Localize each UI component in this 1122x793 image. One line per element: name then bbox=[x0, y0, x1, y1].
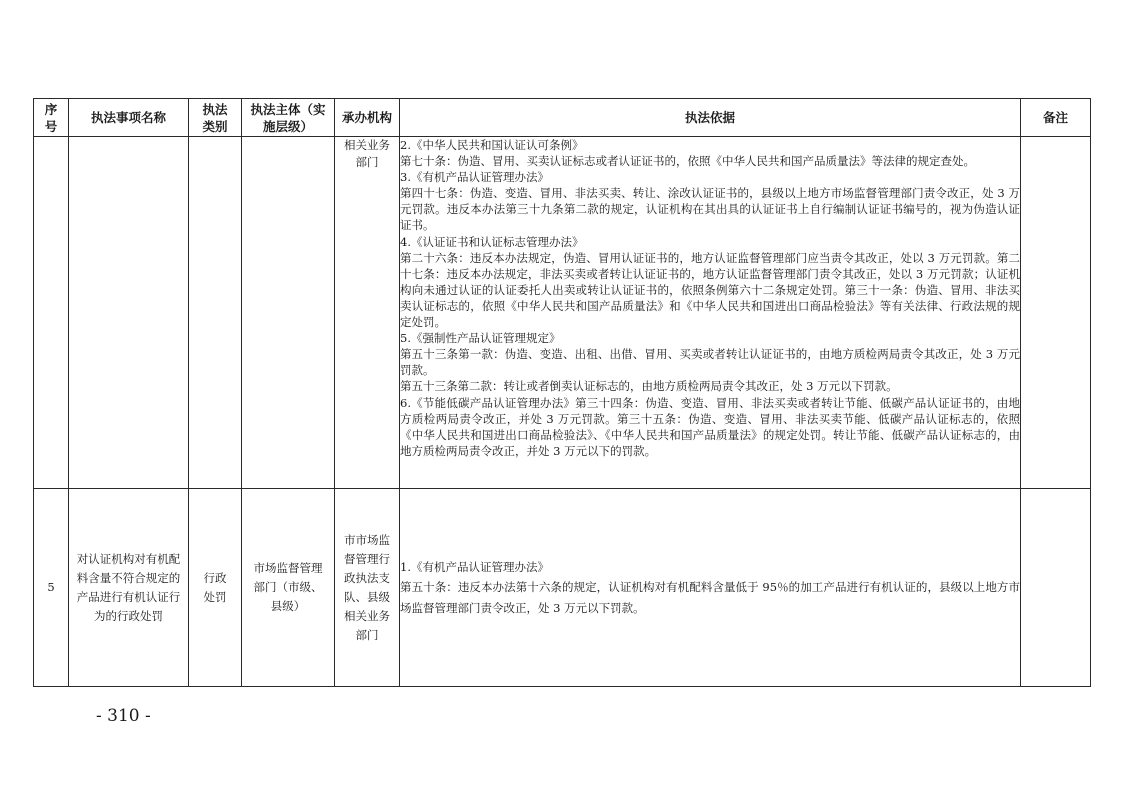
header-subject: 执法主体（实施层级） bbox=[242, 99, 335, 137]
basis-paragraph: 第五十三条第二款：转让或者倒卖认证标志的，由地方质检两局责令其改正，处 3 万元以下罚款。 bbox=[400, 379, 898, 394]
header-item: 执法事项名称 bbox=[69, 99, 189, 137]
basis-paragraph: 第七十条：伪造、冒用、买卖认证标志或者认证证书的，依照《中华人民共和国产品质量法》等法律的规定查处。 bbox=[400, 154, 975, 169]
header-row bbox=[34, 99, 1091, 137]
cell-basis bbox=[400, 137, 1021, 489]
table-row bbox=[34, 137, 1091, 489]
page-number: - 310 - bbox=[96, 706, 151, 726]
cell-remark bbox=[1021, 137, 1091, 489]
basis-paragraph: 3.《有机产品认证管理办法》 bbox=[400, 170, 549, 185]
enforcement-table bbox=[33, 98, 1091, 687]
header-category: 执法类别 bbox=[189, 99, 242, 137]
header-agency: 承办机构 bbox=[335, 99, 400, 137]
table-row bbox=[34, 489, 1091, 687]
cell-item: 对认证机构对有机配料含量不符合规定的产品进行有机认证行为的行政处罚 bbox=[69, 489, 189, 687]
basis-paragraph: 6.《节能低碳产品认证管理办法》第三十四条：伪造、变造、冒用、非法买卖或者转让节能、低碳产品认证证书的，由地方质检两局责令改正，并处 3 万元罚款。第三十五条：伪造、变造、冒用、非法买卖节能、低碳产品认证标志的，依照《中华人民共和国进出口商品检验法》、《中华人民共和国产品质量法》的规定处罚。转让节能、低碳产品认证标志的，由地方质检两局责令改正，并处 3 万元以下的罚款。 bbox=[400, 395, 1020, 458]
cell-subject: 市场监督管理部门（市级、县级） bbox=[242, 489, 335, 687]
basis-paragraph: 第四十七条：伪造、变造、冒用、非法买卖、转让、涂改认证证书的，县级以上地方市场监督管理部门责令改正，处 3 万元罚款。违反本办法第三十九条第二款的规定，认证机构在其出具的认证证书上自行编制认证证书编号的，视为伪造认证证书。 bbox=[400, 186, 1020, 233]
header-remark: 备注 bbox=[1021, 99, 1091, 137]
header-seq: 序号 bbox=[34, 99, 69, 137]
basis-paragraph: 2.《中华人民共和国认证认可条例》 bbox=[400, 138, 584, 152]
cell-subject bbox=[242, 137, 335, 489]
cell-seq bbox=[34, 137, 69, 489]
cell-category: 行政处罚 bbox=[189, 489, 242, 687]
cell-agency: 相关业务部门 bbox=[335, 137, 400, 489]
cell-remark bbox=[1021, 489, 1091, 687]
cell-category bbox=[189, 137, 242, 489]
basis-paragraph: 第五十三条第一款：伪造、变造、出租、出借、冒用、买卖或者转让认证证书的，由地方质检两局责令其改正，处 3 万元罚款。 bbox=[400, 347, 1020, 378]
basis-paragraph: 1.《有机产品认证管理办法》 bbox=[400, 559, 549, 574]
basis-paragraph: 第二十六条：违反本办法规定，伪造、冒用认证证书的，地方认证监督管理部门应当责令其改正，处以 3 万元罚款。第二十七条：违反本办法规定，非法买卖或者转让认证证书的，地方认证监督管理部门责令其改正，处以 3 万元罚款；认证机构向未通过认证的认证委托人出卖或转让认证证书的，依照条例第六十二条规定处罚。第三十一条：伪造、冒用、非法买卖认证标志的，依照《中华人民共和国产品质量法》和《中华人民共和国进出口商品检验法》等有关法律、行政法规的规定处罚。 bbox=[400, 250, 1020, 330]
cell-basis bbox=[400, 489, 1021, 687]
cell-item bbox=[69, 137, 189, 489]
cell-agency: 市市场监督管理行政执法支队、县级相关业务部门 bbox=[335, 489, 400, 687]
cell-seq: 5 bbox=[34, 489, 69, 687]
basis-paragraph: 5.《强制性产品认证管理规定》 bbox=[400, 331, 561, 346]
basis-paragraph: 第五十条：违反本办法第十六条的规定，认证机构对有机配料含量低于 95％的加工产品进行有机认证的，县级以上地方市场监督管理部门责令改正，处 3 万元以下罚款。 bbox=[400, 580, 1020, 615]
basis-paragraph: 4.《认证证书和认证标志管理办法》 bbox=[400, 234, 584, 249]
header-basis: 执法依据 bbox=[400, 99, 1021, 137]
